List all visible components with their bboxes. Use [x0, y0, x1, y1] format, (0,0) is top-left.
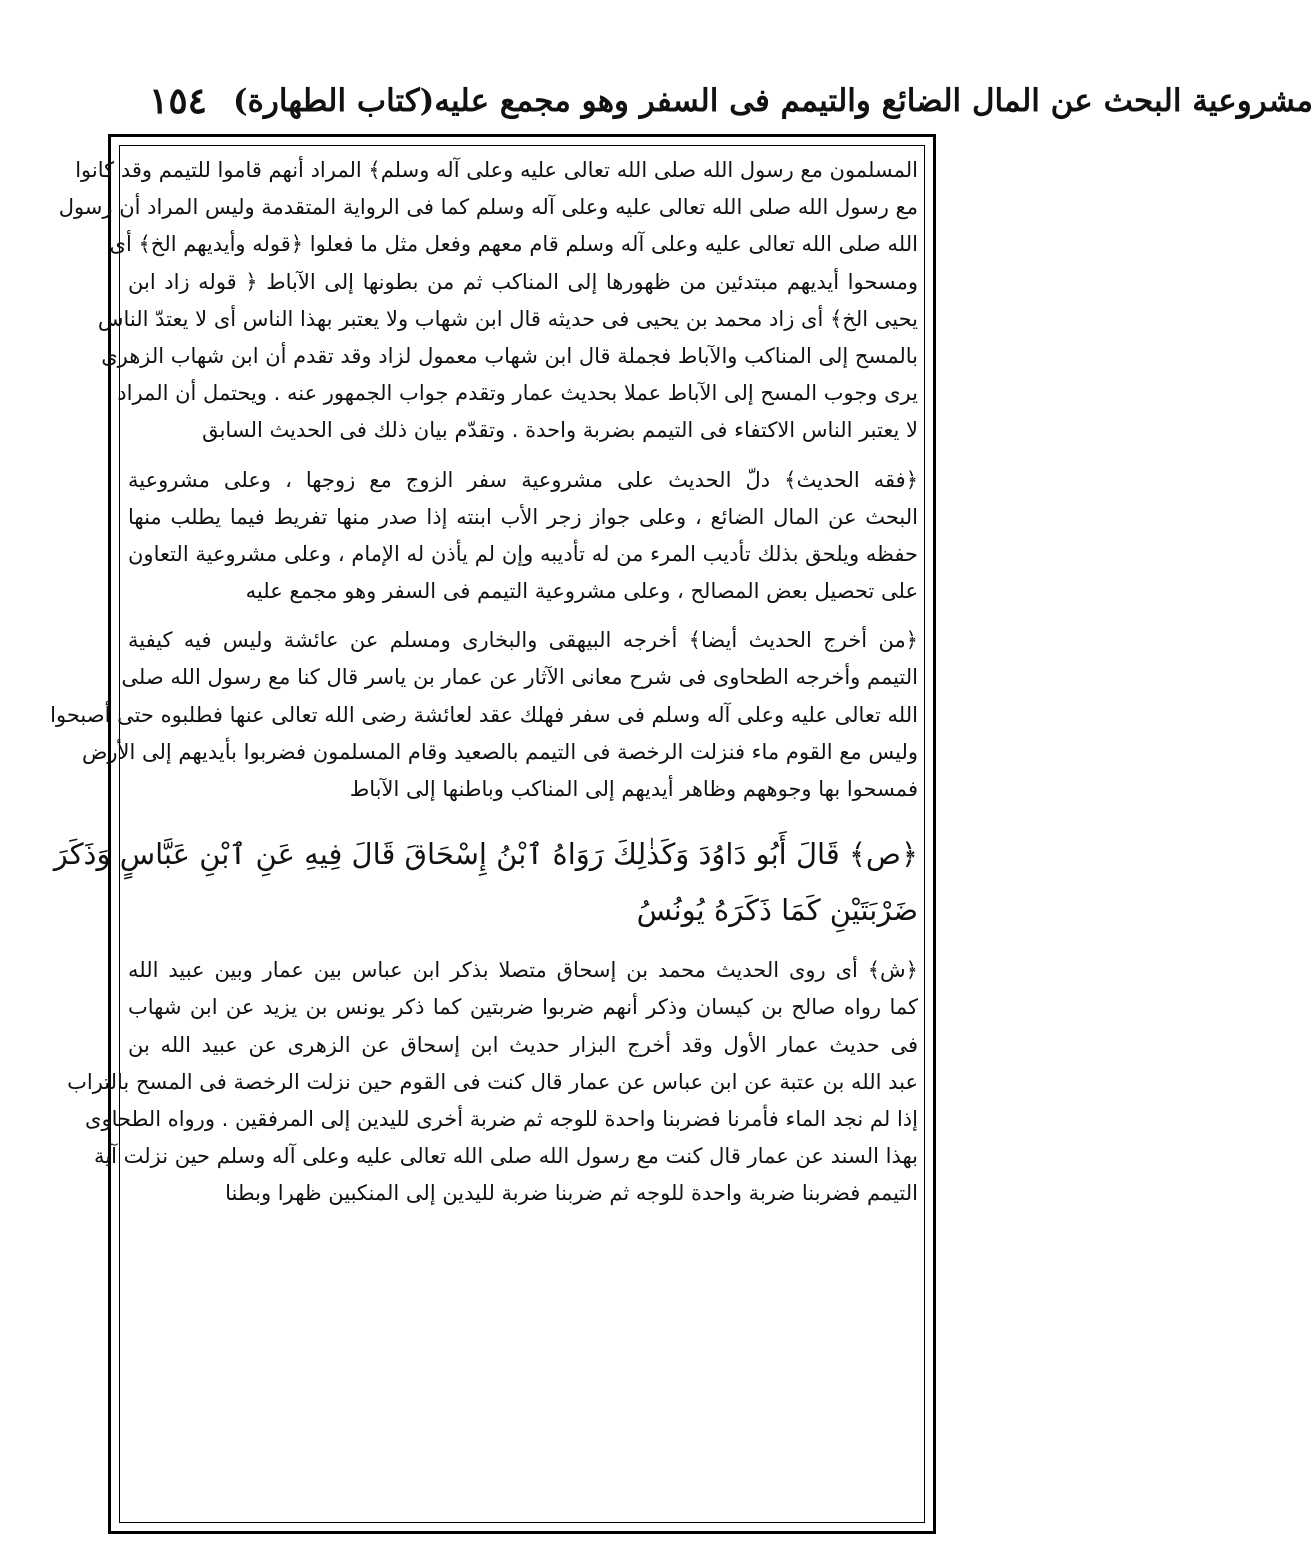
paragraph-fiqh	[128, 462, 918, 611]
text-line: عبد الله بن عتبة عن ابن عباس عن عمار قال كنت فى القوم حين نزلت الرخصة فى المسح بالتراب	[67, 1069, 918, 1094]
text-line: التيمم وأخرجه الطحاوى فى شرح معانى الآثار عن عمار بن ياسر قال كنا مع رسول الله صلى	[121, 665, 918, 690]
text-line: فمسحوا بها وجوههم وظاهر أيديهم إلى المناكب وباطنها إلى الآباط	[349, 777, 918, 801]
text-line: مع رسول الله صلى الله تعالى عليه وعلى آله وسلم كما فى الرواية المتقدمة وليس المراد أن رسول	[58, 195, 918, 220]
text-line: يحيى الخ﴾ أى زاد محمد بن يحيى فى حديثه قال ابن شهاب ولا يعتبر بهذا الناس أى لا يعتدّ الناس	[97, 306, 918, 331]
page-number: ١٥٤	[149, 80, 208, 122]
text-line: ﴿ش﴾ أى روى الحديث محمد بن إسحاق متصلا بذكر ابن عباس بين عمار وبين عبيد الله	[128, 958, 918, 983]
text-line: البحث عن المال الضائع ، وعلى جواز زجر الأب ابنته إذا صدر منها تفريط فيما يطلب منها	[128, 504, 918, 529]
paragraph-takhrij	[50, 622, 918, 808]
hadith-line: ضَرْبَتَيْنِ كَمَا ذَكَرَهُ يُونُسُ	[636, 893, 918, 928]
text-line: إذا لم نجد الماء فأمرنا فضربنا واحدة للوجه ثم ضربة أخرى لليدين إلى المرفقين . ورواه الطحاوى	[85, 1106, 918, 1131]
text-line: وليس مع القوم ماء فنزلت الرخصة فى التيمم بالصعيد وقام المسلمون فضربوا بأيديهم إلى الأرض	[81, 739, 918, 764]
text-line: حفظه ويلحق بذلك تأديب المرء من له تأديبه وإن لم يأذن له الإمام ، وعلى مشروعية التعاون	[128, 541, 918, 566]
chapter-title: مشروعية البحث عن المال الضائع والتيمم فى السفر وهو مجمع عليه	[434, 83, 1313, 119]
text-line: بهذا السند عن عمار قال كنت مع رسول الله صلى الله تعالى عليه وعلى آله وسلم حين نزلت آية	[93, 1144, 918, 1169]
text-line: التيمم فضربنا ضربة واحدة للوجه ثم ضربنا ضربة لليدين إلى المنكبين ظهرا وبطنا	[225, 1181, 918, 1206]
paragraph-commentary	[67, 952, 918, 1212]
text-line: الله صلى الله تعالى عليه وعلى آله وسلم قام معهم وفعل مثل ما فعلوا ﴿قوله وأيديهم الخ﴾ أى	[109, 232, 918, 257]
text-line: يرى وجوب المسح إلى الآباط عملا بحديث عمار وتقدم جواب الجمهور عنه . ويحتمل أن المراد	[117, 381, 918, 406]
book-title: (كتاب الطهارة)	[233, 83, 435, 119]
hadith-text	[53, 826, 918, 938]
text-line: ومسحوا أيديهم مبتدئين من ظهورها إلى المناكب ثم من بطونها إلى الآباط ﴿ قوله زاد ابن	[128, 269, 918, 294]
text-line: بالمسح إلى المناكب والآباط فجملة قال ابن شهاب معمول لزاد وقد تقدم أن ابن شهاب الزهرى	[101, 343, 918, 368]
text-line: ﴿فقه الحديث﴾ دلّ الحديث على مشروعية سفر الزوج مع زوجها ، وعلى مشروعية	[128, 467, 918, 492]
text-line: كما رواه صالح بن كيسان وذكر أنهم ضربوا ضربتين كما ذكر يونس بن يزيد عن ابن شهاب	[128, 995, 918, 1020]
hadith-line: ﴿ص﴾ قَالَ أَبُو دَاوُدَ وَكَذٰلِكَ رَوَاهُ ٱبْنُ إِسْحَاقَ قَالَ فِيهِ عَنِ ٱبْنِ عَبَّاسٍ وَذَكَرَ	[53, 837, 918, 872]
text-line: ﴿من أخرج الحديث أيضا﴾ أخرجه البيهقى والبخارى ومسلم عن عائشة وليس فيه كيفية	[128, 628, 918, 653]
text-line: على تحصيل بعض المصالح ، وعلى مشروعية التيمم فى السفر وهو مجمع عليه	[245, 579, 918, 604]
text-line: فى حديث عمار الأول وقد أخرج البزار حديث ابن إسحاق عن الزهرى عن عبيد الله بن	[128, 1032, 918, 1057]
paragraph-explanation	[58, 152, 918, 450]
text-line: الله تعالى عليه وعلى آله وسلم فى سفر فهلك عقد لعائشة رضى الله تعالى عنها فطلبوه حتى أصبحوا	[50, 702, 918, 727]
page-header	[115, 78, 1313, 124]
page-body	[50, 152, 918, 1213]
text-line: لا يعتبر الناس الاكتفاء فى التيمم بضربة واحدة . وتقدّم بيان ذلك فى الحديث السابق	[202, 418, 918, 443]
text-line: المسلمون مع رسول الله صلى الله تعالى عليه وعلى آله وسلم﴾ المراد أنهم قاموا للتيمم وقد كانوا	[75, 158, 918, 182]
